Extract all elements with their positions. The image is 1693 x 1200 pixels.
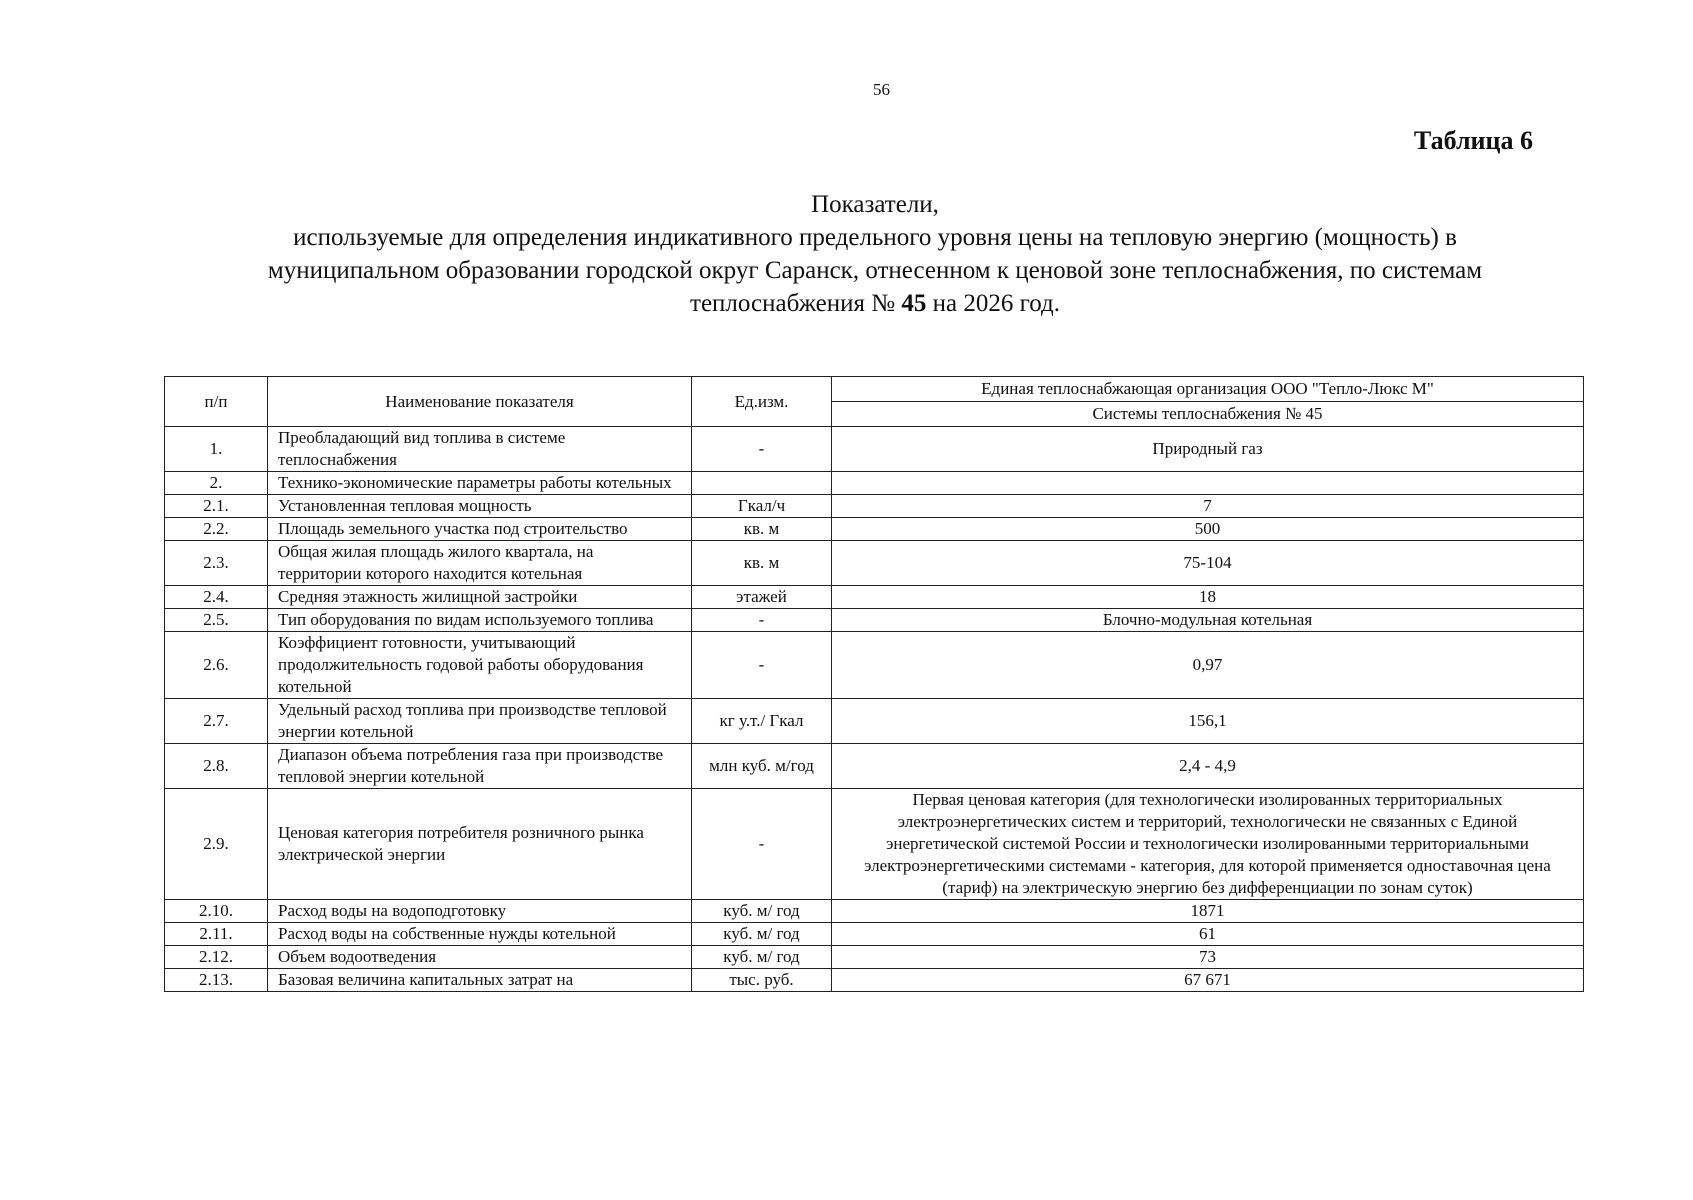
row-value: 73 — [832, 946, 1584, 969]
table-body — [165, 427, 1584, 992]
row-unit: этажей — [692, 586, 832, 609]
table-row — [165, 472, 1584, 495]
row-value: 156,1 — [832, 699, 1584, 744]
table-row — [165, 609, 1584, 632]
row-indicator-name: Установленная тепловая мощность — [268, 495, 692, 518]
row-indicator-name: Диапазон объема потребления газа при производстве тепловой энергии котельной — [268, 744, 692, 789]
table-row — [165, 946, 1584, 969]
row-number: 2.9. — [165, 789, 268, 900]
row-value: 7 — [832, 495, 1584, 518]
row-indicator-name: Ценовая категория потребителя розничного рынка электрической энергии — [268, 789, 692, 900]
row-number: 2.1. — [165, 495, 268, 518]
row-number: 2.12. — [165, 946, 268, 969]
table-row — [165, 427, 1584, 472]
row-number: 2.13. — [165, 969, 268, 992]
title-line-1: Показатели, — [811, 191, 939, 218]
row-number: 2.6. — [165, 632, 268, 699]
row-indicator-name: Расход воды на собственные нужды котельной — [268, 923, 692, 946]
row-unit: куб. м/ год — [692, 923, 832, 946]
title-line-4-suffix: на 2026 год. — [932, 290, 1060, 317]
row-indicator-name: Тип оборудования по видам используемого топлива — [268, 609, 692, 632]
row-unit: - — [692, 609, 832, 632]
header-name: Наименование показателя — [268, 377, 692, 427]
row-value: 0,97 — [832, 632, 1584, 699]
table-row — [165, 632, 1584, 699]
table-row — [165, 969, 1584, 992]
row-unit: - — [692, 632, 832, 699]
row-unit: млн куб. м/год — [692, 744, 832, 789]
row-value: Первая ценовая категория (для технологически изолированных территориальных электроэнергетических систем и территорий, технологически не связанных с Единой энергетической системой России и технологически изолированными территориальными электроэнергетическими системами - категория, для которой применяется одноставочная цена (тариф) на электрическую энергию без дифференциации по зонам суток) — [832, 789, 1584, 900]
row-indicator-name: Технико-экономические параметры работы котельных — [268, 472, 692, 495]
row-number: 2.4. — [165, 586, 268, 609]
row-unit: куб. м/ год — [692, 946, 832, 969]
row-indicator-name: Площадь земельного участка под строительство — [268, 518, 692, 541]
row-number: 2. — [165, 472, 268, 495]
table-row — [165, 495, 1584, 518]
row-value: 67 671 — [832, 969, 1584, 992]
row-indicator-name: Общая жилая площадь жилого квартала, на территории которого находится котельная — [268, 541, 692, 586]
row-unit: тыс. руб. — [692, 969, 832, 992]
row-number: 2.11. — [165, 923, 268, 946]
table-row — [165, 744, 1584, 789]
row-number: 2.5. — [165, 609, 268, 632]
title-line-4-prefix: теплоснабжения № — [690, 290, 896, 317]
row-indicator-name: Коэффициент готовности, учитывающий продолжительность годовой работы оборудования котельной — [268, 632, 692, 699]
row-value: 2,4 - 4,9 — [832, 744, 1584, 789]
row-unit: кв. м — [692, 541, 832, 586]
row-number: 2.8. — [165, 744, 268, 789]
page-number: 56 — [873, 80, 890, 99]
header-system: Системы теплоснабжения № 45 — [832, 402, 1584, 427]
header-num: п/п — [165, 377, 268, 427]
row-value: Блочно-модульная котельная — [832, 609, 1584, 632]
row-indicator-name: Средняя этажность жилищной застройки — [268, 586, 692, 609]
row-number: 1. — [165, 427, 268, 472]
row-number: 2.7. — [165, 699, 268, 744]
row-unit: - — [692, 427, 832, 472]
row-indicator-name: Удельный расход топлива при производстве тепловой энергии котельной — [268, 699, 692, 744]
row-unit — [692, 472, 832, 495]
row-number: 2.2. — [165, 518, 268, 541]
row-unit: - — [692, 789, 832, 900]
row-value — [832, 472, 1584, 495]
row-unit: кв. м — [692, 518, 832, 541]
header-row — [165, 377, 1584, 402]
row-indicator-name: Базовая величина капитальных затрат на — [268, 969, 692, 992]
table-row — [165, 586, 1584, 609]
table-row — [165, 541, 1584, 586]
row-indicator-name: Преобладающий вид топлива в системе теплоснабжения — [268, 427, 692, 472]
row-indicator-name: Объем водоотведения — [268, 946, 692, 969]
table-row — [165, 923, 1584, 946]
row-value: 75-104 — [832, 541, 1584, 586]
row-indicator-name: Расход воды на водоподготовку — [268, 900, 692, 923]
row-value: 500 — [832, 518, 1584, 541]
header-unit: Ед.изм. — [692, 377, 832, 427]
row-unit: куб. м/ год — [692, 900, 832, 923]
row-unit: кг у.т./ Гкал — [692, 699, 832, 744]
row-number: 2.10. — [165, 900, 268, 923]
header-organization: Единая теплоснабжающая организация ООО "Тепло-Люкс М" — [832, 377, 1584, 402]
row-value: 18 — [832, 586, 1584, 609]
indicators-table — [164, 376, 1584, 992]
table-row — [165, 789, 1584, 900]
row-value: 61 — [832, 923, 1584, 946]
title-line-4 — [160, 287, 1590, 320]
row-number: 2.3. — [165, 541, 268, 586]
title-line-2: используемые для определения индикативного предельного уровня цены на тепловую энергию (мощность) в — [293, 224, 1457, 251]
row-value: 1871 — [832, 900, 1584, 923]
title-line-3: муниципальном образовании городской округ Саранск, отнесенном к ценовой зоне теплоснабжения, по системам — [267, 257, 1483, 284]
document-title — [160, 188, 1590, 320]
row-unit: Гкал/ч — [692, 495, 832, 518]
table-row — [165, 518, 1584, 541]
table-row — [165, 699, 1584, 744]
table-row — [165, 900, 1584, 923]
title-system-number: 45 — [901, 290, 927, 317]
row-value: Природный газ — [832, 427, 1584, 472]
table-label: Таблица 6 — [1413, 126, 1533, 155]
